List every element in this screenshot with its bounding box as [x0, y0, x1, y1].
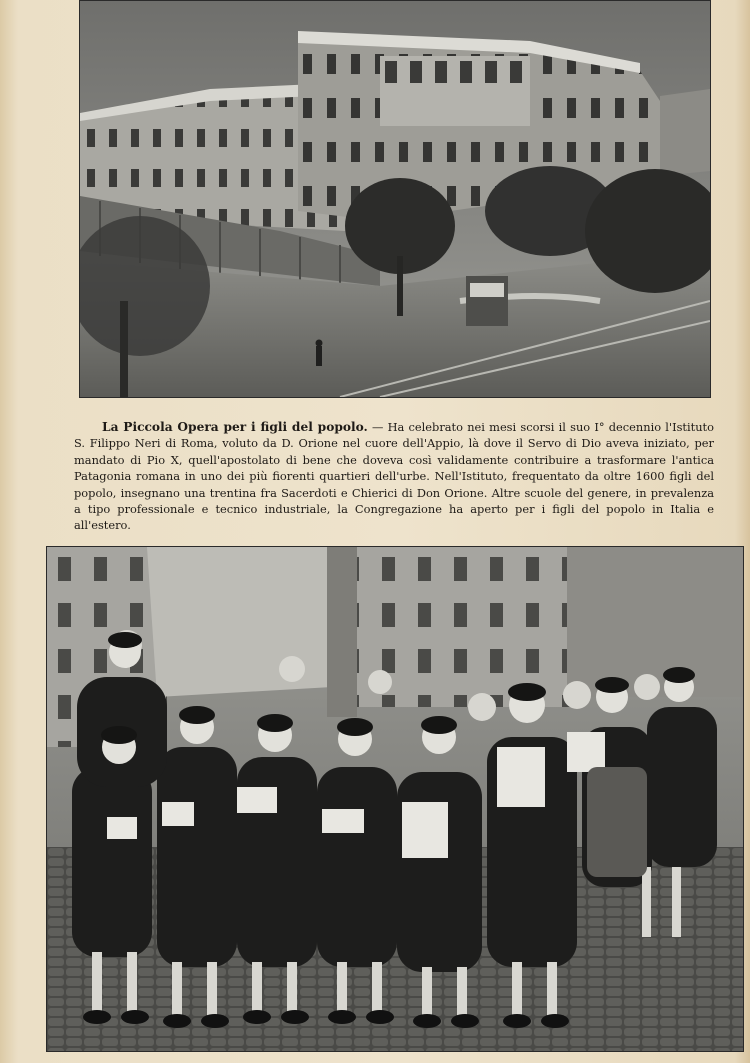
caption-paragraph [74, 419, 714, 534]
photo-caption [74, 419, 714, 534]
caption-dash: — [367, 420, 388, 434]
children-reading-illustration [47, 547, 743, 1051]
children-reading-photo [46, 546, 744, 1052]
caption-body: Ha celebrato nei mesi scorsi il suo I° decennio l'Istituto S. Filippo Neri di Roma, voluto da D. Orione nel cuore dell'Appio, là dove il Servo di Dio aveva iniziato, per mandato di Pio X, quell'apostolato di bene che doveva così validamente contribuire a trasformare l'antica Patagonia romana in uno dei più fiorenti quartieri dell'urbe. Nell'Istituto, frequentato da oltre 1600 figli del popolo, insegnano una trentina fra Sacerdoti e Chierici di Don Orione. Altre scuole del genere, in prevalenza a tipo professionale e tecnico industriale, la Congregazione ha aperto per i figli del popolo in Italia e all'estero. [74, 420, 714, 533]
caption-title: La Piccola Opera per i figli del popolo. [102, 420, 368, 434]
institute-building-illustration [80, 1, 710, 397]
institute-building-photo [79, 0, 711, 398]
